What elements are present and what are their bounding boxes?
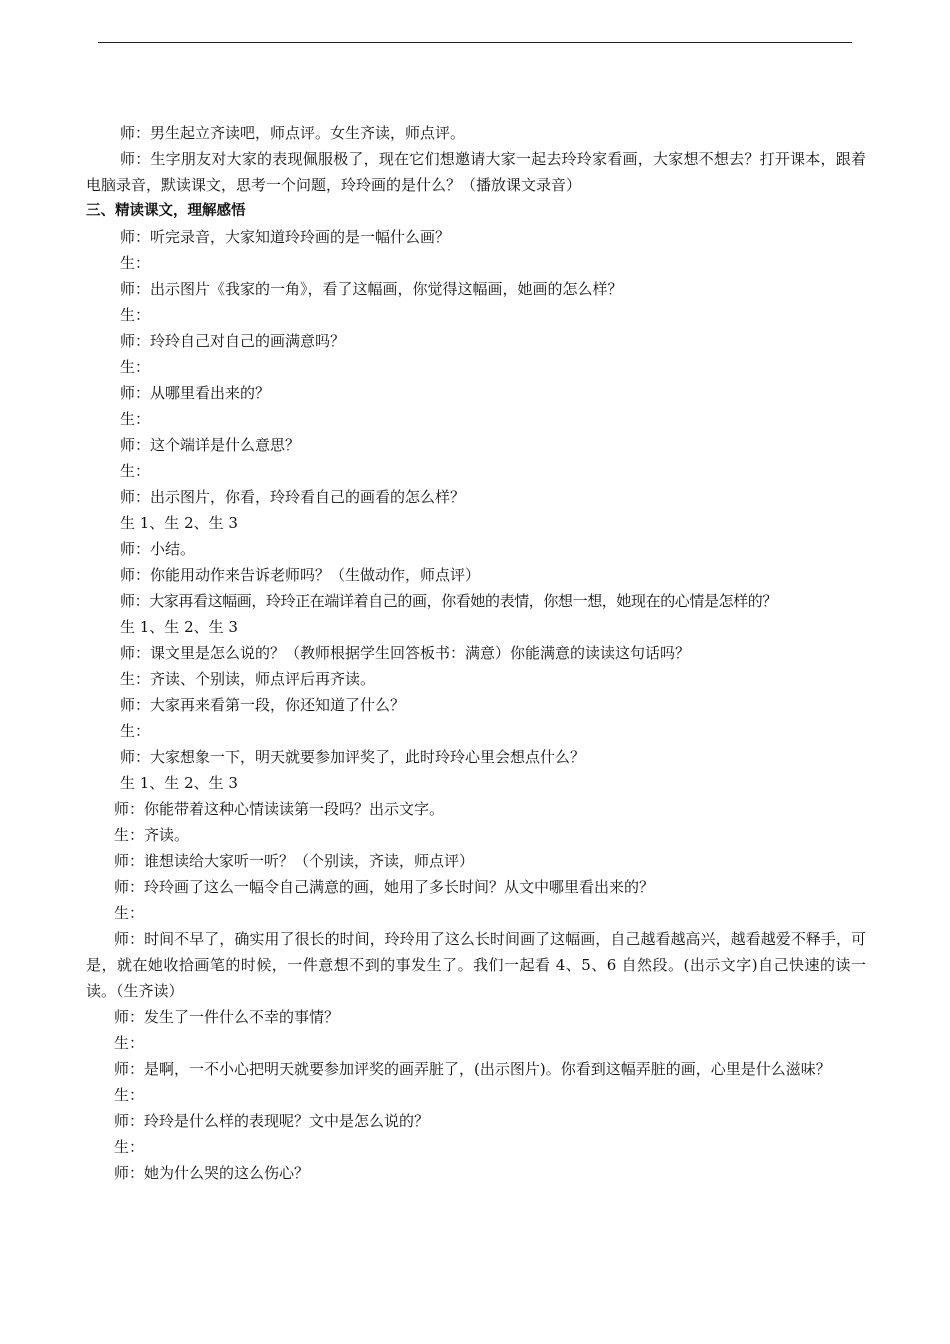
text-line: 师：男生起立齐读吧，师点评。女生齐读，师点评。 <box>120 124 466 142</box>
text-line: 生： <box>120 254 151 272</box>
text-line: 师：她为什么哭的这么伤心？ <box>114 1164 310 1182</box>
text-line: 师：从哪里看出来的？ <box>120 384 271 402</box>
text-line: 生： <box>114 1138 145 1156</box>
text-line: 师：谁想读给大家听一听？（个别读，齐读，师点评） <box>114 852 475 870</box>
text-line: 师：小结。 <box>120 540 196 558</box>
text-line: 师：你能带着这种心情读读第一段吗？出示文字。 <box>114 800 445 818</box>
text-line: 生： <box>120 410 151 428</box>
text-paragraph: 师：生字朋友对大家的表现佩服极了，现在它们想邀请大家一起去玲玲家看画，大家想不想去？打开课本，跟着电脑录音，默读课文，思考一个问题，玲玲画的是什么？（播放课文录音） <box>86 150 866 194</box>
text-paragraph: 师：是啊，一不小心把明天就要参加评奖的画弄脏了，(出示图片)。你看到这幅弄脏的画，心里是什么滋味？ <box>114 1060 831 1078</box>
text-line: 师：大家再看这幅画，玲玲正在端详着自己的画，你看她的表情，你想一想，她现在的心情是怎样的？ <box>120 592 778 610</box>
text-line: 师：大家想象一下，明天就要参加评奖了，此时玲玲心里会想点什么？ <box>120 748 586 766</box>
text-line: 师：这个端详是什么意思？ <box>120 436 301 454</box>
text-line: 生： <box>114 904 145 922</box>
text-line: 生： <box>120 722 151 740</box>
text-line: 生： <box>114 1034 145 1052</box>
text-line: 师：发生了一件什么不幸的事情？ <box>114 1008 340 1026</box>
text-line: 师：玲玲是什么样的表现呢？文中是怎么说的？ <box>114 1112 430 1130</box>
text-line: 生：齐读。 <box>114 826 190 844</box>
text-paragraph: 师：时间不早了，确实用了很长的时间，玲玲用了这么长时间画了这幅画，自己越看越高兴，越看越爱不释手，可是，就在她收拾画笔的时候，一件意想不到的事发生了。我们一起看 4、5、6 自然段。(出示文字)自己快速的读一读。（生齐读） <box>86 930 866 1000</box>
text-line: 生： <box>120 358 151 376</box>
text-line: 师：课文里是怎么说的？（教师根据学生回答板书：满意）你能满意的读读这句话吗？ <box>120 644 691 662</box>
text-line: 生 1、生 2、生 3 <box>120 774 238 792</box>
text-line: 师：出示图片，你看，玲玲看自己的画看的怎么样？ <box>120 488 466 506</box>
text-line: 生： <box>120 306 151 324</box>
text-line: 师：玲玲画了这么一幅令自己满意的画，她用了多长时间？从文中哪里看出来的？ <box>114 878 655 896</box>
document-body <box>86 120 866 1186</box>
text-line: 师：大家再来看第一段，你还知道了什么？ <box>120 696 406 714</box>
header-rule <box>98 42 852 43</box>
text-line: 生： <box>120 462 151 480</box>
text-line: 师：听完录音，大家知道玲玲画的是一幅什么画？ <box>120 228 451 246</box>
text-line: 生： <box>114 1086 145 1104</box>
section-heading: 三、精读课文，理解感悟 <box>86 203 246 219</box>
text-line: 生：齐读、个别读，师点评后再齐读。 <box>120 670 376 688</box>
text-line: 生 1、生 2、生 3 <box>120 618 238 636</box>
text-line: 师：玲玲自己对自己的画满意吗？ <box>120 332 346 350</box>
text-line: 师：出示图片《我家的一角》，看了这幅画，你觉得这幅画，她画的怎么样？ <box>120 280 623 298</box>
text-line: 师：你能用动作来告诉老师吗？（生做动作，师点评） <box>120 566 481 584</box>
text-line: 生 1、生 2、生 3 <box>120 514 238 532</box>
